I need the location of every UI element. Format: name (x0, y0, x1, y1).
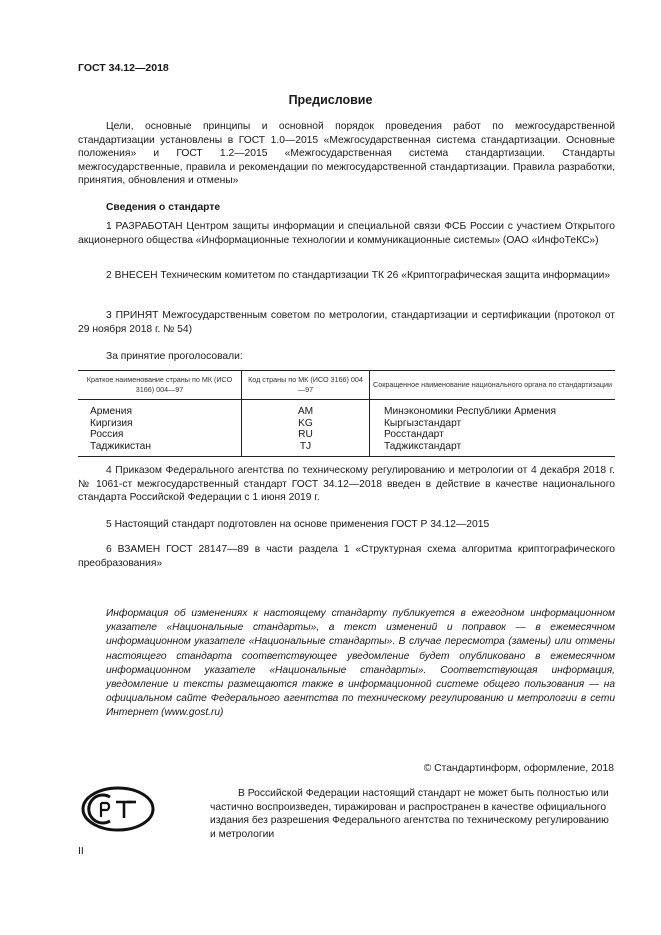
legal-text: В Российской Федерации настоящий стандарт не может быть полностью или частично воспроизведен, тиражирован и распространен в качестве официального издания без разрешения Федерального агентства по техническому регулированию и метрологии (210, 788, 609, 840)
intro-paragraph (78, 120, 615, 188)
legal-notice (210, 787, 615, 841)
table-row (78, 400, 615, 418)
intro-text: Цели, основные принципы и основной порядок проведения работ по межгосударственной стандартизации установлены в ГОСТ 1.0—2015 «Межгосударственная система стандартизации. Основные положения» и ГОСТ 1.2—2015 «Межгосударственная система стандартизации. Стандарты межгосударственные, правила и рекомендации по межгосударственной стандартизации. Правила разработки, принятия, обновления и отмены» (78, 121, 615, 187)
country-name: Киргизия (90, 417, 133, 429)
item-1-text: 1 РАЗРАБОТАН Центром защиты информации и специальной связи ФСБ России с участием Открытого акционерного общества «Информационные технологии и коммуникационные системы» (ОАО «ИнфоТеКС») (78, 221, 615, 246)
country-code: RU (242, 429, 370, 441)
item-3-text: 3 ПРИНЯТ Межгосударственным советом по метрологии, стандартизации и сертификации (протокол от 29 ноября 2018 г. № 54) (78, 310, 615, 335)
copyright-line: © Стандартинформ, оформление, 2018 (423, 763, 614, 774)
item-1-paragraph (78, 220, 615, 247)
item-4-paragraph (78, 464, 615, 505)
national-body: Минэкономики Республики Армения (370, 400, 616, 418)
table-header-body: Сокращенное наименование национального органа по стандартизации (370, 371, 616, 400)
item-2-text: 2 ВНЕСЕН Техническим комитетом по стандартизации ТК 26 «Криптографическая защита информации» (106, 270, 611, 281)
page-number: II (78, 845, 84, 857)
item-2-paragraph (78, 269, 615, 283)
table-row (78, 429, 615, 441)
rst-certification-mark-icon (80, 785, 156, 833)
info-heading: Сведения о стандарте (106, 202, 221, 213)
table-header-row (78, 371, 615, 400)
voting-states-table (78, 370, 615, 457)
table-header-country: Краткое наименование страны по МК (ИСО 3166) 004—97 (78, 371, 242, 400)
country-name: Армения (90, 406, 132, 417)
country-name: Россия (90, 429, 124, 440)
table-header-code: Код страны по МК (ИСО 3166) 004—97 (242, 371, 370, 400)
national-body: Кыргызстандарт (370, 418, 616, 430)
national-body: Росстандарт (370, 429, 616, 441)
country-name: Таджикистан (78, 441, 242, 457)
country-code: AM (242, 400, 370, 418)
standard-id-header: ГОСТ 34.12—2018 (78, 62, 169, 74)
country-code: KG (242, 418, 370, 430)
item-3-paragraph (78, 309, 615, 336)
change-notice: Информация об изменениях к настоящему стандарту публикуется в ежегодном информационном указателе «Национальные стандарты», а текст изменений и поправок — в ежемесячном информационном указателе «Национальные стандарты». В случае пересмотра (замены) или отмены настоящего стандарта соответствующее уведомление будет опубликовано в ежемесячном информационном указателе «Национальные стандарты». Соответствующая информация, уведомление и тексты размещаются также в информационной системе общего пользования — на официальном сайте Федерального агентства по техническому регулированию и метрологии в сети Интернет (www.gost.ru) (106, 608, 615, 719)
voted-paragraph (78, 350, 615, 364)
item-4-text: 4 Приказом Федерального агентства по техническому регулированию и метрологии от 4 декабря 2018 г. № 1061-ст межгосударственный стандарт ГОСТ 34.12—2018 введен в действие в качестве национального стандарта Российской Федерации с 1 июня 2019 г. (78, 465, 615, 504)
table-row (78, 418, 615, 430)
voted-text: За принятие проголосовали: (106, 351, 243, 362)
item-5-paragraph (78, 518, 615, 532)
item-5-text: 5 Настоящий стандарт подготовлен на основе применения ГОСТ Р 34.12—2015 (106, 519, 490, 530)
table-row (78, 441, 615, 457)
item-6-paragraph (78, 543, 615, 570)
national-body: Таджикстандарт (370, 441, 616, 457)
page-title: Предисловие (288, 93, 373, 107)
country-code: TJ (242, 441, 370, 457)
item-6-text: 6 ВЗАМЕН ГОСТ 28147—89 в части раздела 1 «Структурная схема алгоритма криптографического преобразования» (78, 544, 615, 569)
